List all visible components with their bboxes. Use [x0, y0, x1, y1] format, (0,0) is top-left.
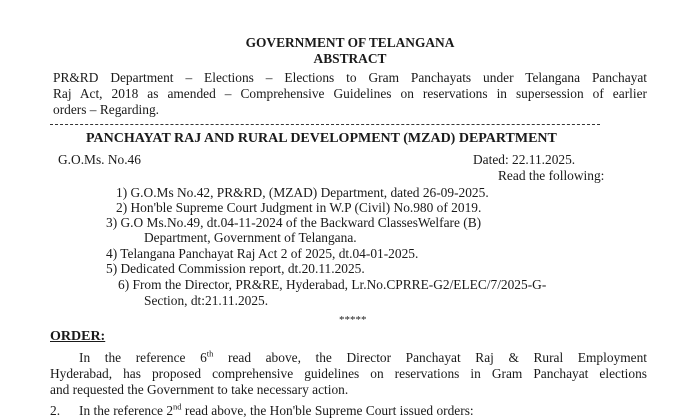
reference-1: 1) G.O.Ms No.42, PR&RD, (MZAD) Department, dated 26-09-2025.	[116, 185, 489, 200]
subject-line-1: PR&RD Department – Elections – Elections to Gram Panchayats under Telangana Panchayat	[53, 70, 647, 85]
go-date: Dated: 22.11.2025.	[473, 152, 576, 167]
order-heading: ORDER:	[50, 329, 106, 344]
department-heading: PANCHAYAT RAJ AND RURAL DEVELOPMENT (MZAD) DEPARTMENT	[86, 131, 557, 146]
reference-6-cont: Section, dt:21.11.2025.	[144, 293, 269, 308]
stars-separator: *****	[339, 314, 367, 326]
order-paragraph-1-line-3: and requested the Government to take necessary action.	[50, 382, 349, 397]
order-paragraph-1-line-1: In the reference 6th read above, the Director Panchayat Raj & Rural Employment	[79, 348, 647, 365]
reference-5: 5) Dedicated Commission report, dt.20.11.2025.	[106, 261, 365, 276]
reference-3: 3) G.O Ms.No.49, dt.04-11-2024 of the Backward ClassesWelfare (B)	[106, 215, 482, 230]
order-paragraph-2: In the reference 2nd read above, the Hon'ble Supreme Court issued orders:	[79, 401, 474, 418]
reference-2: 2) Hon'ble Supreme Court Judgment in W.P (Civil) No.980 of 2019.	[116, 200, 482, 215]
order-paragraph-2-number: 2.	[50, 403, 61, 418]
reference-4: 4) Telangana Panchayat Raj Act 2 of 2025, dt.04-01-2025.	[106, 246, 419, 261]
reference-6: 6) From the Director, PR&RE, Hyderabad, Lr.No.CPRRE-G2/ELEC/7/2025-G-	[118, 277, 547, 292]
separator-line	[50, 124, 600, 125]
order-paragraph-1-line-2: Hyderabad, has proposed comprehensive guidelines on reservations in Gram Panchayat elections	[50, 366, 647, 381]
subject-line-3: orders – Regarding.	[53, 102, 159, 117]
read-following: Read the following:	[498, 168, 605, 183]
go-number: G.O.Ms. No.46	[58, 152, 141, 167]
subject-line-2: Raj Act, 2018 as amended – Comprehensive Guidelines on reservations in supersession of earlier	[53, 86, 647, 101]
government-title: GOVERNMENT OF TELANGANA	[245, 35, 455, 50]
reference-3-cont: Department, Government of Telangana.	[144, 230, 357, 245]
abstract-title: ABSTRACT	[313, 51, 387, 66]
